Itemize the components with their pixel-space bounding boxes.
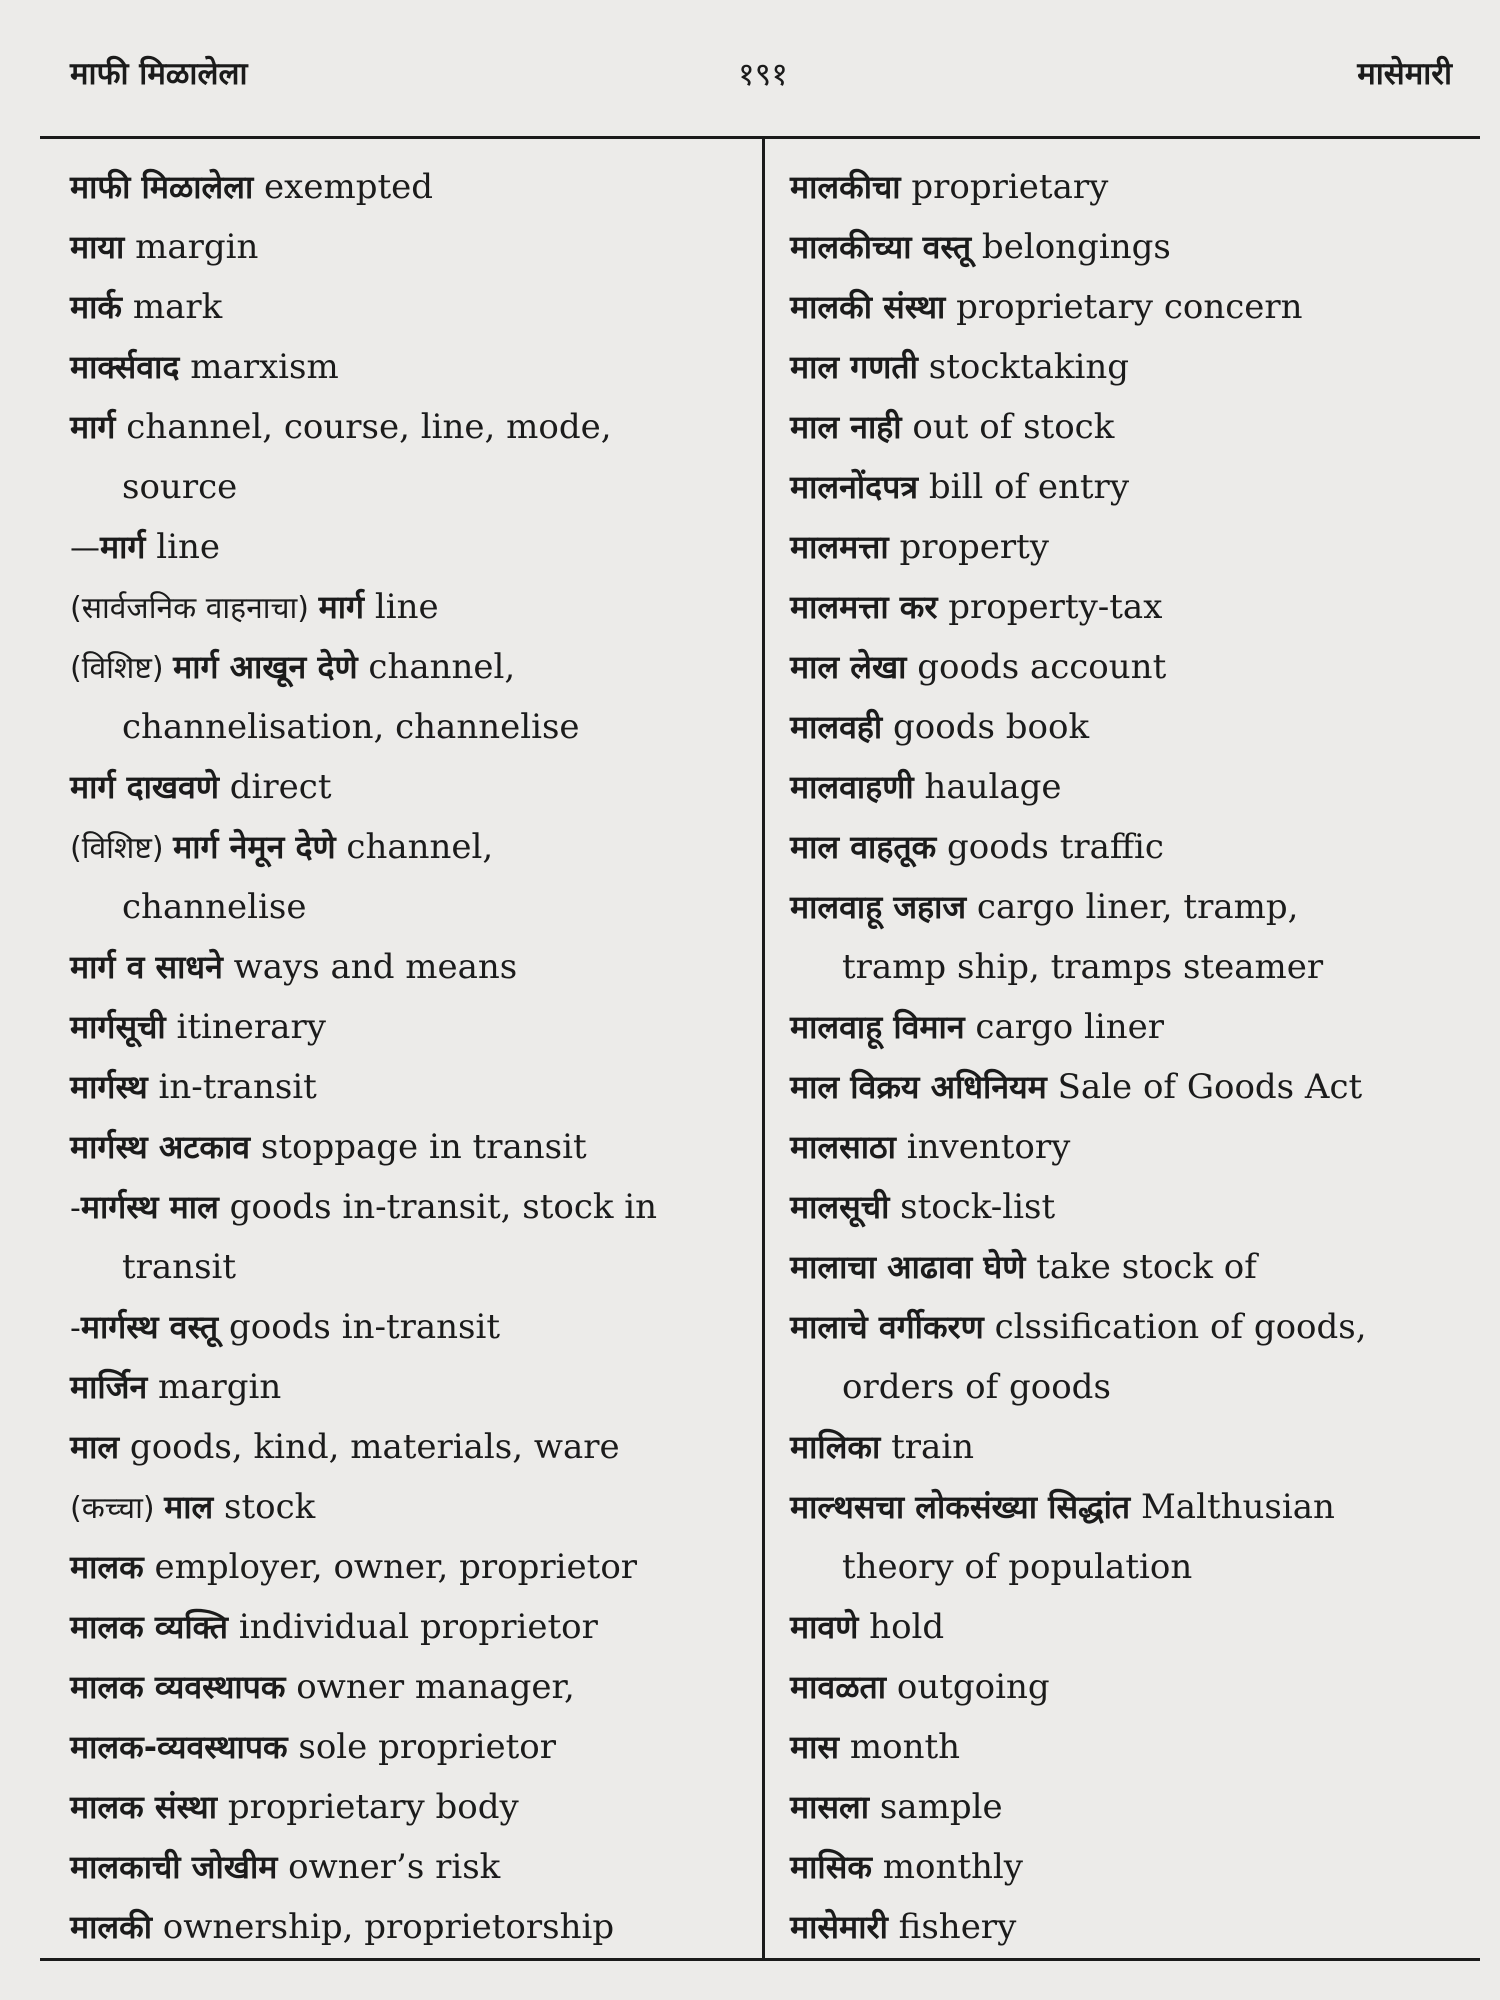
dictionary-entry (70, 1120, 760, 1180)
entry-translation: margin (147, 1367, 282, 1407)
entry-translation: mark (122, 287, 223, 327)
entry-headword: माल गणती (790, 348, 918, 386)
entry-headword: मास (790, 1728, 840, 1766)
entry-headword: मार्गस्थ वस्तू (80, 1308, 219, 1346)
entry-translation: bill of entry (918, 467, 1130, 507)
entry-headword: मार्गस्थ (70, 1068, 148, 1106)
dictionary-entry (790, 700, 1480, 760)
entry-headword: मालमत्ता कर (790, 588, 938, 626)
dictionary-entry (70, 1420, 760, 1480)
entry-headword: मार्ग नेमून देणे (173, 828, 336, 866)
entry-headword: माल नाही (790, 408, 902, 446)
dictionary-entry (790, 340, 1480, 400)
entry-headword: माल (70, 1428, 120, 1466)
dictionary-entry (790, 1300, 1480, 1360)
entry-translation: proprietary body (217, 1787, 519, 1827)
entry-headword: मालक-व्यवस्थापक (70, 1728, 288, 1766)
entry-headword: मालक व्यवस्थापक (70, 1668, 286, 1706)
entry-translation: margin (124, 227, 259, 267)
dictionary-entry (790, 460, 1480, 520)
entry-continuation (70, 880, 760, 940)
entry-translation: sole proprietor (287, 1727, 556, 1767)
entry-translation: source (122, 467, 238, 507)
dictionary-entry (790, 1000, 1480, 1060)
header-left-guideword: माफी मिळालेला (70, 56, 248, 92)
dictionary-entry (70, 1780, 760, 1840)
entry-continuation (790, 1360, 1480, 1420)
entry-headword: मालक (70, 1548, 144, 1586)
entry-headword: मालक व्यक्ति (70, 1608, 229, 1646)
entry-prefix: (कच्चा) (70, 1491, 165, 1526)
top-rule (40, 136, 1480, 139)
dictionary-entry (790, 880, 1480, 940)
dictionary-entry (70, 1720, 760, 1780)
entry-headword: मार्ग (100, 528, 146, 566)
entry-translation: ownership, proprietorship (151, 1907, 615, 1947)
dictionary-entry (70, 1480, 760, 1540)
entry-headword: मालकीचा (790, 168, 901, 206)
entry-headword: माल लेखा (790, 648, 907, 686)
dictionary-entry (70, 940, 760, 1000)
dictionary-entry (790, 1660, 1480, 1720)
dictionary-entry (70, 220, 760, 280)
entry-translation: stocktaking (917, 347, 1130, 387)
entry-translation: take stock of (1025, 1247, 1257, 1287)
entry-translation: goods account (906, 647, 1167, 687)
entry-translation: cargo liner (964, 1007, 1165, 1047)
dictionary-entry (70, 1180, 760, 1240)
left-column (70, 160, 760, 1960)
entry-continuation (70, 460, 760, 520)
entry-headword: माल विक्रय अधिनियम (790, 1068, 1047, 1106)
entry-headword: मावळता (790, 1668, 887, 1706)
entry-headword: मालमत्ता (790, 528, 889, 566)
entry-headword: मार्गसूची (70, 1008, 166, 1046)
entry-headword: मालाचे वर्गीकरण (790, 1308, 984, 1346)
header-right-guideword: मासेमारी (1357, 56, 1452, 92)
entry-headword: मालवाहू विमान (790, 1008, 965, 1046)
entry-prefix: — (70, 531, 100, 566)
entry-headword: मालवही (790, 708, 883, 746)
entry-headword: माफी मिळालेला (70, 168, 254, 206)
dictionary-entry (790, 1120, 1480, 1180)
entry-translation: train (880, 1427, 975, 1467)
entry-prefix: (सार्वजनिक वाहनाचा) (70, 591, 319, 626)
entry-translation: channel, (335, 827, 494, 867)
entry-headword: मालसाठा (790, 1128, 896, 1166)
entry-headword: मासिक (790, 1848, 872, 1886)
entry-translation: tramp ship, tramps steamer (842, 947, 1324, 987)
entry-translation: employer, owner, proprietor (143, 1547, 638, 1587)
entry-continuation (70, 700, 760, 760)
entry-translation: marxism (179, 347, 339, 387)
dictionary-entry (70, 1060, 760, 1120)
page-number: १९१ (738, 55, 788, 93)
entry-translation: goods, kind, materials, ware (119, 1427, 620, 1467)
dictionary-entry (790, 1720, 1480, 1780)
dictionary-entry (790, 400, 1480, 460)
entry-translation: goods in-transit (218, 1307, 501, 1347)
entry-translation: channel, (357, 647, 516, 687)
dictionary-entry (70, 1000, 760, 1060)
dictionary-entry (70, 340, 760, 400)
entry-translation: haulage (913, 767, 1062, 807)
entry-headword: मालिका (790, 1428, 881, 1466)
entry-translation: stock (213, 1487, 316, 1527)
dictionary-entry (70, 280, 760, 340)
entry-translation: monthly (871, 1847, 1023, 1887)
entry-continuation (790, 940, 1480, 1000)
entry-translation: ways and means (222, 947, 518, 987)
entry-headword: मासला (790, 1788, 870, 1826)
entry-translation: theory of population (842, 1547, 1193, 1587)
entry-translation: goods book (882, 707, 1090, 747)
entry-headword: मार्जिन (70, 1368, 148, 1406)
entry-translation: line (145, 527, 221, 567)
dictionary-entry (70, 1840, 760, 1900)
entry-translation: transit (122, 1247, 237, 1287)
entry-headword: मार्ग दाखवणे (70, 768, 219, 806)
dictionary-entry (70, 1300, 760, 1360)
entry-translation: exempted (253, 167, 434, 207)
entry-translation: individual proprietor (228, 1607, 598, 1647)
dictionary-entry (790, 160, 1480, 220)
entry-prefix: (विशिष्ट) (70, 831, 174, 866)
right-column (790, 160, 1480, 1960)
entry-headword: मार्गस्थ अटकाव (70, 1128, 251, 1166)
dictionary-entry (70, 1660, 760, 1720)
entry-translation: direct (218, 767, 332, 807)
dictionary-entry (790, 220, 1480, 280)
entry-translation: owner manager, (285, 1667, 575, 1707)
entry-translation: cargo liner, tramp, (966, 887, 1299, 927)
entry-translation: channel, course, line, mode, (115, 407, 612, 447)
entry-headword: मालकीच्या वस्तू (790, 228, 972, 266)
entry-translation: in-transit (147, 1067, 317, 1107)
entry-headword: मालकी संस्था (790, 288, 946, 326)
entry-headword: मालसूची (790, 1188, 890, 1226)
entry-continuation (70, 1240, 760, 1300)
entry-translation: goods traffic (936, 827, 1164, 867)
entry-headword: मावणे (790, 1608, 859, 1646)
entry-translation: channelise (122, 887, 307, 927)
entry-translation: month (839, 1727, 961, 1767)
entry-translation: Malthusian (1130, 1487, 1335, 1527)
dictionary-entry (70, 1600, 760, 1660)
dictionary-entry (70, 520, 760, 580)
entry-translation: property-tax (937, 587, 1163, 627)
entry-headword: मालक संस्था (70, 1788, 218, 1826)
entry-translation: stoppage in transit (250, 1127, 587, 1167)
entry-headword: मार्क (70, 288, 123, 326)
entry-headword: मालवाहणी (790, 768, 914, 806)
dictionary-entry (70, 400, 760, 460)
dictionary-entry (70, 1360, 760, 1420)
dictionary-entry (790, 1600, 1480, 1660)
dictionary-entry (790, 1480, 1480, 1540)
entry-headword: माल (164, 1488, 214, 1526)
entry-translation: fishery (887, 1907, 1017, 1947)
entry-headword: मार्ग आखून देणे (173, 648, 358, 686)
entry-translation: proprietary (900, 167, 1109, 207)
entry-prefix: (विशिष्ट) (70, 651, 174, 686)
entry-headword: मार्ग व साधने (70, 948, 223, 986)
entry-headword: मालवाहू जहाज (790, 888, 967, 926)
column-divider (762, 137, 765, 1959)
dictionary-entry (70, 160, 760, 220)
entry-headword: माया (70, 228, 125, 266)
entry-headword: मार्क्सवाद (70, 348, 180, 386)
entry-translation: inventory (895, 1127, 1071, 1167)
entry-translation: Sale of Goods Act (1046, 1067, 1363, 1107)
entry-translation: out of stock (901, 407, 1115, 447)
entry-headword: मार्गस्थ माल (80, 1188, 219, 1226)
entry-headword: मार्ग (70, 408, 116, 446)
entry-translation: sample (869, 1787, 1003, 1827)
dictionary-entry (70, 640, 760, 700)
dictionary-entry (790, 1240, 1480, 1300)
entry-headword: माल्थसचा लोकसंख्या सिद्धांत (790, 1488, 1131, 1526)
entry-headword: माल वाहतूक (790, 828, 937, 866)
entry-headword: मालकाची जोखीम (70, 1848, 278, 1886)
dictionary-entry (70, 1540, 760, 1600)
entry-translation: orders of goods (842, 1367, 1111, 1407)
entry-prefix: - (70, 1311, 81, 1346)
dictionary-entry (790, 280, 1480, 340)
dictionary-entry (790, 820, 1480, 880)
dictionary-entry (790, 760, 1480, 820)
dictionary-entry (790, 1840, 1480, 1900)
dictionary-entry (790, 1780, 1480, 1840)
dictionary-entry (70, 1900, 760, 1960)
entry-translation: goods in-transit, stock in (218, 1187, 658, 1227)
entry-translation: owner’s risk (277, 1847, 501, 1887)
dictionary-entry (790, 640, 1480, 700)
dictionary-entry (790, 1060, 1480, 1120)
entry-translation: channelisation, channelise (122, 707, 580, 747)
entry-headword: मालकी (70, 1908, 152, 1946)
entry-headword: मासेमारी (790, 1908, 888, 1946)
entry-translation: property (888, 527, 1049, 567)
dictionary-entry (70, 580, 760, 640)
entry-headword: मार्ग (318, 588, 365, 626)
dictionary-entry (790, 520, 1480, 580)
entry-translation: clssification of goods, (983, 1307, 1367, 1347)
dictionary-entry (790, 1180, 1480, 1240)
dictionary-entry (790, 580, 1480, 640)
dictionary-entry (70, 760, 760, 820)
entry-continuation (790, 1540, 1480, 1600)
entry-prefix: - (70, 1191, 81, 1226)
entry-headword: मालनोंदपत्र (790, 468, 919, 506)
entry-translation: itinerary (165, 1007, 326, 1047)
entry-translation: line (364, 587, 439, 627)
entry-translation: belongings (971, 227, 1171, 267)
dictionary-entry (790, 1900, 1480, 1960)
entry-translation: proprietary concern (945, 287, 1303, 327)
entry-translation: hold (858, 1607, 945, 1647)
entry-headword: मालाचा आढावा घेणे (790, 1248, 1026, 1286)
entry-translation: stock-list (889, 1187, 1056, 1227)
dictionary-entry (70, 820, 760, 880)
dictionary-entry (790, 1420, 1480, 1480)
entry-translation: outgoing (886, 1667, 1050, 1707)
